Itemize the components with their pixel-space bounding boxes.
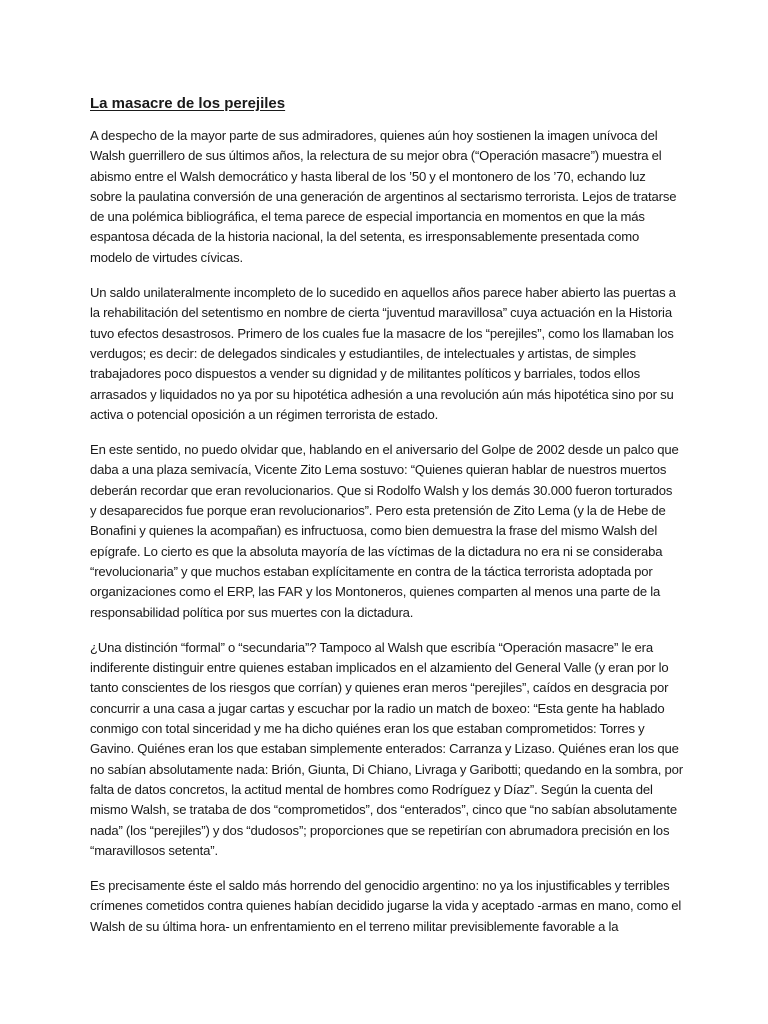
text-line: organizaciones como el ERP, las FAR y los Montoneros, quienes comparten al menos una parte de la bbox=[90, 584, 661, 600]
text-line: “maravillosos setenta”. bbox=[90, 842, 218, 858]
text-line: ¿Una distinción “formal” o “secundaria”? Tampoco al Walsh que escribía “Operación masacre” le era bbox=[90, 639, 654, 655]
text-line: verdugos; es decir: de delegados sindicales y estudiantiles, de intelectuales y artistas, de simples bbox=[90, 345, 636, 361]
paragraph-3 bbox=[90, 440, 684, 623]
text-line: trabajadores poco dispuestos a vender su dignidad y de militantes políticos y barriales, todos ellos bbox=[90, 366, 640, 382]
text-line: no sabían absolutamente nada: Brión, Giunta, Di Chiano, Livraga y Garibotti; quedando en la sombra, por bbox=[90, 761, 683, 777]
paragraph-5 bbox=[90, 876, 684, 937]
paragraph-1 bbox=[90, 126, 684, 268]
text-line: la rehabilitación del setentismo en nombre de cierta “juventud maravillosa” cuya actuación en la Historia bbox=[90, 305, 672, 321]
text-line: Gavino. Quiénes eran los que estaban simplemente enterados: Carranza y Lizaso. Quiénes eran los que bbox=[90, 741, 679, 757]
text-line: abismo entre el Walsh democrático y hasta liberal de los ’50 y el montonero de los ’70, echando luz bbox=[90, 168, 646, 184]
text-line: A despecho de la mayor parte de sus admiradores, quienes aún hoy sostienen la imagen unívoca del bbox=[90, 128, 658, 143]
document-title: La masacre de los perejiles bbox=[90, 95, 286, 112]
text-line: concurrir a una casa a jugar cartas y escuchar por la radio un match de boxeo: “Esta gente ha hablado bbox=[90, 700, 665, 716]
text-line: mismo Walsh, se trataba de dos “comprometidos”, dos “enterados”, cinco que “no sabían absolutamente bbox=[90, 802, 678, 818]
text-line: deberán recordar que eran revolucionarios. Que si Rodolfo Walsh y los demás 30.000 fueron torturados bbox=[90, 482, 673, 498]
text-line: Bonafini y quienes la acompañan) es infructuosa, como bien demuestra la frase del mismo Walsh del bbox=[90, 523, 658, 539]
text-line: tanto conscientes de los riesgos que corrían) y quienes eran meros “perejiles”, caídos en desgracia por bbox=[90, 680, 669, 696]
text-line: Walsh guerrillero de sus últimos años, la relectura de su mejor obra (“Operación masacre”) muestra el bbox=[90, 148, 662, 164]
text-line: arrasados y liquidados no ya por su hipotética adhesión a una revolución aún más hipotética sino por su bbox=[90, 386, 674, 402]
text-line: y desaparecidos fue porque eran revolucionarios”. Pero esta pretensión de Zito Lema (y la de Hebe de bbox=[90, 503, 666, 519]
text-line: daba a una plaza semivacía, Vicente Zito Lema sostuvo: “Quienes quieran hablar de nuestros muertos bbox=[90, 462, 667, 478]
text-line: falta de datos concretos, la actitud mental de hombres como Rodríguez y Díaz”. Según la cuenta del bbox=[90, 781, 653, 797]
text-line: modelo de virtudes cívicas. bbox=[90, 249, 243, 265]
paragraph-4 bbox=[90, 638, 684, 861]
text-line: indiferente distinguir entre quienes estaban implicados en el alzamiento del General Valle (y eran por lo bbox=[90, 660, 669, 676]
text-line: activa o potencial oposición a un régimen terrorista de estado. bbox=[90, 406, 439, 422]
text-line: En este sentido, no puedo olvidar que, hablando en el aniversario del Golpe de 2002 desde un palco que bbox=[90, 442, 679, 458]
text-line: Walsh de su última hora- un enfrentamiento en el terreno militar previsiblemente favorable a la bbox=[90, 918, 619, 934]
text-line: de una polémica bibliográfica, el tema parece de especial importancia en momentos en que la más bbox=[90, 209, 645, 225]
text-line: espantosa década de la historia nacional, la del setenta, es irresponsablemente presentada como bbox=[90, 229, 640, 245]
text-line: Es precisamente éste el saldo más horrendo del genocidio argentino: no ya los injustificables y terribles bbox=[90, 878, 670, 894]
text-line: sobre la paulatina conversión de una generación de argentinos al sectarismo terrorista. Lejos de tratarse bbox=[90, 188, 677, 204]
text-line: conmigo con total sinceridad y me ha dicho quiénes eran los que estaban comprometidos: Torres y bbox=[90, 721, 645, 737]
text-line: tuvo efectos desastrosos. Primero de los cuales fue la masacre de los “perejiles”, como los llamaban los bbox=[90, 325, 674, 341]
text-line: crímenes cometidos contra quienes habían decidido jugarse la vida y aceptado -armas en mano, como el bbox=[90, 898, 682, 914]
text-line: nada” (los “perejiles”) y dos “dudosos”; proporciones que se repetirían con abrumadora precisión en los bbox=[90, 822, 670, 838]
text-line: “revolucionaria” y que muchos estaban explícitamente en contra de la táctica terrorista adoptada por bbox=[90, 563, 653, 579]
text-line: responsabilidad política por sus muertes con la dictadura. bbox=[90, 604, 414, 620]
text-line: Un saldo unilateralmente incompleto de lo sucedido en aquellos años parece haber abierto las puertas a bbox=[90, 285, 676, 301]
paragraph-2 bbox=[90, 283, 684, 425]
text-line: epígrafe. Lo cierto es que la absoluta mayoría de las víctimas de la dictadura no era ni se consideraba bbox=[90, 543, 663, 559]
